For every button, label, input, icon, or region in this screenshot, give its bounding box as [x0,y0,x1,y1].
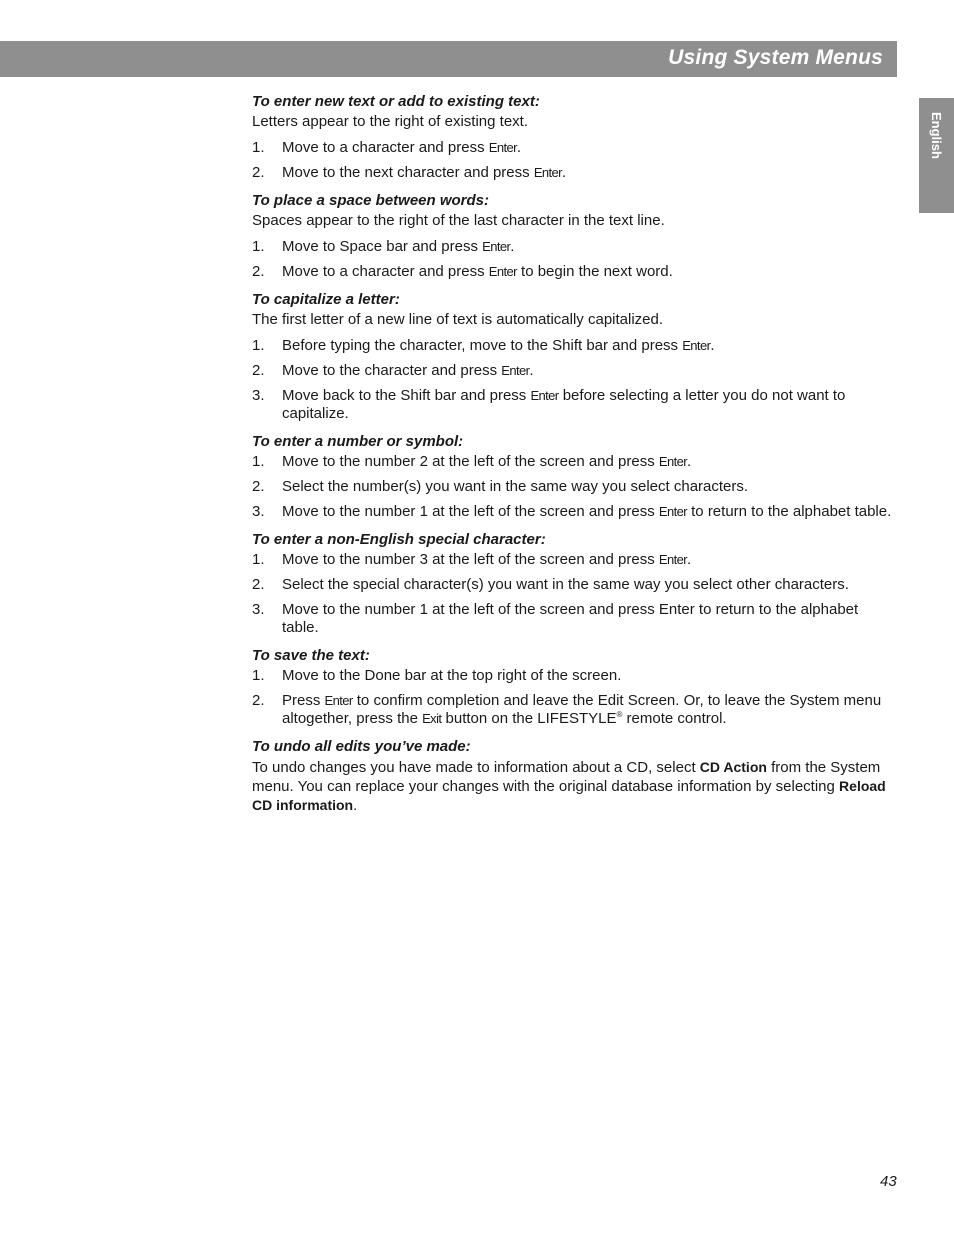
step-text-after: . [686,453,692,470]
step-list [252,238,898,281]
enter-key-label: Enter [530,388,559,403]
step-text: Move back to the Shift bar and press [282,387,531,404]
undo-text: To undo changes you have made to information about a CD, select [252,759,700,776]
section-intro: The first letter of a new line of text is automatically capitalized. [252,311,664,328]
page-title: Using System Menus [668,46,883,69]
section-capitalize [252,291,898,423]
step-text-after: . [529,362,534,379]
step-text: Move to the character and press [282,362,502,379]
step-number: 2. [252,478,265,495]
undo-text: . [353,797,358,814]
enter-key-label: Enter [488,140,517,155]
language-tab-label: English [929,112,944,159]
step-number: 1. [252,453,265,470]
step-text: Before typing the character, move to the Shift bar and press [282,337,683,354]
step-number: 1. [252,667,265,684]
enter-key-label: Enter [658,552,687,567]
step-text-after: . [510,238,515,255]
section-heading: To undo all edits you’ve made: [252,738,471,755]
section-number-symbol [252,433,898,521]
step-number: 3. [252,601,265,618]
undo-text: from the System menu. You can replace your changes with the original database information by selecting [252,759,881,795]
step-text: Press [282,692,325,709]
list-item [252,164,898,182]
step-text-after: to return to the alphabet table. [686,503,892,520]
section-heading: To enter new text or add to existing text: [252,93,540,110]
list-item [252,576,898,594]
step-text: Move to the number 3 at the left of the screen and press [282,551,659,568]
step-number: 3. [252,503,265,520]
step-text: Move to the number 2 at the left of the screen and press [282,453,659,470]
step-number: 3. [252,387,265,404]
enter-key-label: Enter [501,363,530,378]
step-list [252,337,898,423]
step-number: 2. [252,164,265,181]
page-number: 43 [880,1173,897,1190]
step-number: 1. [252,551,265,568]
step-text-mid: to confirm completion and leave the Edit Screen. Or, to leave the System menu altogether, press the [282,692,882,727]
step-text: Select the number(s) you want in the same way you select characters. [282,478,749,495]
step-text-after: to begin the next word. [516,263,673,280]
section-heading: To enter a non-English special character: [252,531,546,548]
list-item [252,503,898,521]
step-number: 1. [252,238,265,255]
list-item [252,263,898,281]
language-tab [919,98,954,213]
step-number: 2. [252,362,265,379]
list-item [252,337,898,355]
list-item [252,238,898,256]
step-text-mid2: button on the LIFESTYLE [441,710,617,727]
step-text-after: before selecting a letter you do not want to capitalize. [282,387,846,422]
list-item [252,551,898,569]
step-text: Move to a character and press [282,139,489,156]
enter-key-label: Enter [682,338,711,353]
step-number: 1. [252,337,265,354]
step-text: Move to the Done bar at the top right of the screen. [282,667,622,684]
step-text-after: . [686,551,692,568]
section-heading: To capitalize a letter: [252,291,400,308]
enter-key-label: Enter [324,693,353,708]
step-text: Move to Space bar and press [282,238,483,255]
exit-key-label: Exit [422,711,442,726]
list-item [252,453,898,471]
step-number: 2. [252,263,265,280]
list-item [252,667,898,685]
step-number: 1. [252,139,265,156]
step-number: 2. [252,692,265,709]
section-save-text [252,647,898,728]
list-item [252,387,898,423]
enter-key-label: Enter [533,165,562,180]
reload-cd-information-label: Reload CD information [252,778,886,813]
step-text: Move to the number 1 at the left of the screen and press [282,503,659,520]
list-item [252,692,898,728]
list-item [252,362,898,380]
section-intro: Spaces appear to the right of the last character in the text line. [252,212,665,229]
section-intro: Letters appear to the right of existing text. [252,113,528,130]
step-text: Move to the number 1 at the left of the screen and press Enter to return to the alphabet table. [282,601,859,636]
registered-mark: ® [616,710,623,719]
section-undo [252,738,898,815]
step-list [252,551,898,637]
instructions-content [252,93,898,825]
step-text: Move to the next character and press [282,164,534,181]
enter-key-label: Enter [658,454,687,469]
enter-key-label: Enter [658,504,687,519]
cd-action-menu-label: CD Action [699,759,767,775]
section-special-character [252,531,898,637]
step-text: Select the special character(s) you want in the same way you select other characters. [282,576,849,593]
list-item [252,478,898,496]
step-text-after: remote control. [622,710,727,727]
step-number: 2. [252,576,265,593]
step-text-after: . [710,337,715,354]
list-item [252,139,898,157]
undo-paragraph [252,758,898,815]
section-heading: To place a space between words: [252,192,490,209]
step-text-after: . [516,139,522,156]
section-space [252,192,898,281]
step-text-after: . [561,164,567,181]
step-list [252,667,898,728]
section-heading: To enter a number or symbol: [252,433,464,450]
step-text: Move to a character and press [282,263,489,280]
step-list [252,139,898,182]
enter-key-label: Enter [488,264,517,279]
section-heading: To save the text: [252,647,370,664]
list-item [252,601,898,637]
header-bar [0,41,897,77]
section-enter-text [252,93,898,182]
step-list [252,453,898,521]
enter-key-label: Enter [482,239,511,254]
